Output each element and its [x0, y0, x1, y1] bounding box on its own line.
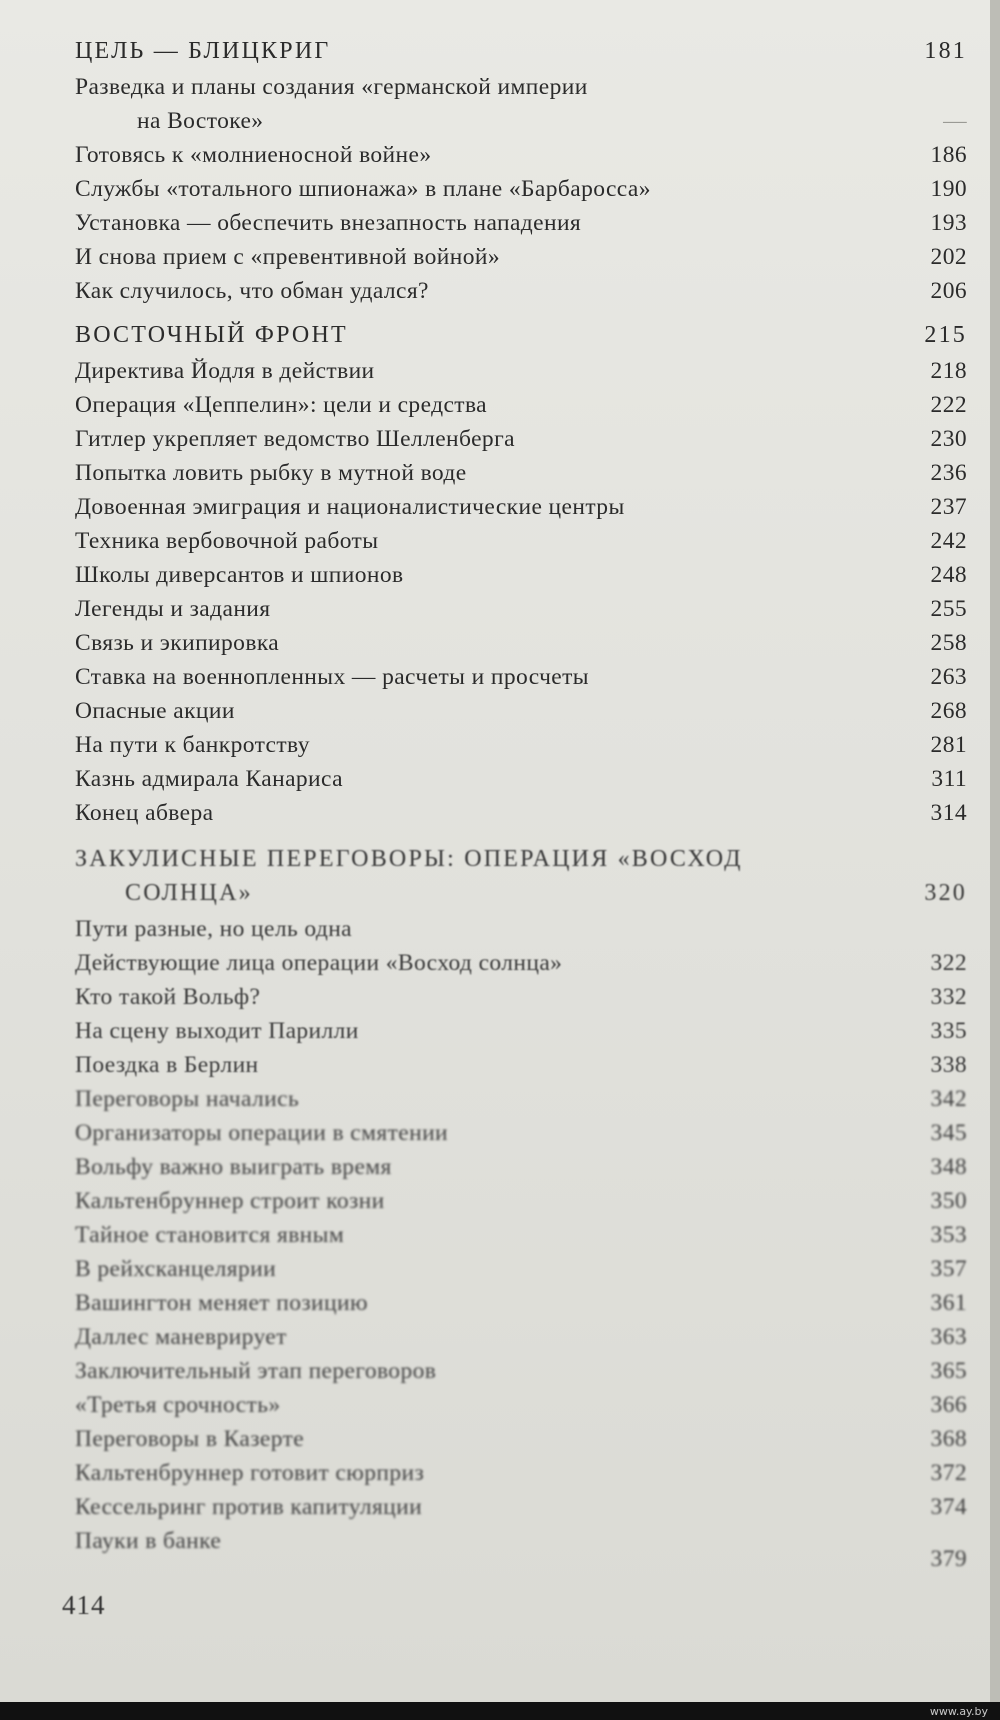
toc-entry	[75, 912, 975, 946]
entry-title: Пути разные, но цель одна	[75, 916, 353, 942]
entry-title: Заключительный этап переговоров	[75, 1358, 437, 1384]
toc-entry	[75, 626, 975, 660]
entry-page: 242	[930, 528, 967, 554]
entry-title: «Третья срочность»	[75, 1392, 281, 1418]
toc-entry	[75, 592, 975, 626]
entry-title: В рейхсканцелярии	[75, 1256, 277, 1282]
page-edge	[990, 0, 1000, 1720]
entry-page: 190	[930, 176, 967, 202]
section-title: ЗАКУЛИСНЫЕ ПЕРЕГОВОРЫ: ОПЕРАЦИЯ «ВОСХОД	[75, 846, 743, 872]
entry-title: Легенды и задания	[75, 596, 271, 622]
entry-page: 236	[930, 460, 967, 486]
entry-title: Службы «тотального шпионажа» в плане «Барбаросса»	[75, 176, 651, 202]
entry-title: Организаторы операции в смятении	[75, 1120, 449, 1146]
entry-page: 193	[930, 210, 967, 236]
entry-title: И снова прием с «превентивной войной»	[75, 244, 500, 270]
toc-entry	[75, 1456, 975, 1490]
entry-title: Вашингтон меняет позицию	[75, 1290, 368, 1316]
entry-title: Как случилось, что обман удался?	[75, 278, 429, 304]
entry-page: 361	[930, 1290, 967, 1316]
entry-title: Казнь адмирала Канариса	[75, 766, 343, 792]
entry-title: На пути к банкротству	[75, 732, 310, 758]
entry-title: Переговоры в Казерте	[75, 1426, 305, 1452]
entry-page: 268	[930, 698, 967, 724]
entry-title: Тайное становится явным	[75, 1222, 345, 1248]
entry-title: Кессельринг против капитуляции	[75, 1494, 423, 1520]
entry-page: 258	[930, 630, 967, 656]
toc-entry	[75, 456, 975, 490]
toc-entry	[75, 1116, 975, 1150]
entry-page: 342	[930, 1086, 967, 1112]
entry-page: 353	[930, 1222, 967, 1248]
entry-title: Довоенная эмиграция и националистические центры	[75, 494, 625, 520]
section-page: 320	[924, 880, 967, 906]
toc-entry	[75, 1184, 975, 1218]
toc-entry	[75, 946, 975, 980]
entry-page: 350	[930, 1188, 967, 1214]
entry-title: Действующие лица операции «Восход солнца»	[75, 950, 563, 976]
entry-title: Разведка и планы создания «германской империи	[75, 74, 588, 100]
toc-entry	[75, 1354, 975, 1388]
entry-page: 222	[930, 392, 967, 418]
entry-title: Опасные акции	[75, 698, 235, 724]
entry-title: Директива Йодля в действии	[75, 358, 375, 384]
entry-title: Техника вербовочной работы	[75, 528, 379, 554]
entry-page: 335	[930, 1018, 967, 1044]
entry-title: На сцену выходит Парилли	[75, 1018, 359, 1044]
toc-entry	[75, 138, 975, 172]
entry-page: 248	[930, 562, 967, 588]
entry-title-continued: на Востоке»	[137, 108, 264, 134]
toc-entry	[75, 274, 975, 308]
toc-entry	[75, 172, 975, 206]
toc-entry	[75, 1286, 975, 1320]
section-title: ЦЕЛЬ — БЛИЦКРИГ	[75, 38, 331, 64]
entry-page: 363	[930, 1324, 967, 1350]
section-page: 181	[924, 38, 967, 64]
toc-entry	[75, 1014, 975, 1048]
section-title: ВОСТОЧНЫЙ ФРОНТ	[75, 322, 348, 348]
toc-entry	[75, 762, 975, 796]
entry-page: 311	[931, 766, 967, 792]
toc-entry	[75, 1150, 975, 1184]
toc-entry	[75, 240, 975, 274]
entry-page: 357	[930, 1256, 967, 1282]
entry-page: 322	[930, 950, 967, 976]
entry-page: 348	[930, 1154, 967, 1180]
section-page: 215	[924, 322, 967, 348]
entry-page: 368	[930, 1426, 967, 1452]
toc-entry	[75, 1422, 975, 1456]
page-number: 414	[62, 1590, 106, 1620]
entry-title: Гитлер укрепляет ведомство Шелленберга	[75, 426, 515, 452]
entry-title: Вольфу важно выиграть время	[75, 1154, 392, 1180]
toc-entry	[75, 660, 975, 694]
toc-entry	[75, 796, 975, 830]
entry-page: 237	[930, 494, 967, 520]
entry-page: 338	[930, 1052, 967, 1078]
toc-entry	[75, 694, 975, 728]
toc-entry	[75, 490, 975, 524]
entry-page: 263	[930, 664, 967, 690]
entry-page: —	[943, 108, 967, 134]
toc-entry	[75, 1218, 975, 1252]
entry-page: 345	[930, 1120, 967, 1146]
entry-title: Кальтенбруннер строит козни	[75, 1188, 385, 1214]
entry-page: 314	[930, 800, 967, 826]
table-of-contents	[75, 28, 975, 1576]
entry-title: Пауки в банке	[75, 1528, 222, 1554]
entry-title: Переговоры начались	[75, 1086, 300, 1112]
entry-page: 206	[930, 278, 967, 304]
entry-page: 365	[930, 1358, 967, 1384]
toc-entry	[75, 728, 975, 762]
scan-bottom-edge	[0, 1702, 1000, 1720]
toc-entry	[75, 1048, 975, 1082]
entry-title: Кто такой Вольф?	[75, 984, 261, 1010]
toc-entry	[75, 1320, 975, 1354]
entry-title: Установка — обеспечить внезапность нападения	[75, 210, 582, 236]
entry-title: Ставка на военнопленных — расчеты и просчеты	[75, 664, 589, 690]
toc-entry	[75, 388, 975, 422]
toc-entry	[75, 70, 975, 138]
entry-title: Готовясь к «молниеносной войне»	[75, 142, 432, 168]
entry-title: Попытка ловить рыбку в мутной воде	[75, 460, 467, 486]
entry-page: 255	[930, 596, 967, 622]
entry-title: Связь и экипировка	[75, 630, 280, 656]
toc-entry	[75, 558, 975, 592]
entry-page: 332	[930, 984, 967, 1010]
section-heading	[75, 842, 975, 910]
toc-entry	[75, 524, 975, 558]
toc-entry	[75, 1524, 975, 1576]
entry-page: 202	[930, 244, 967, 270]
toc-entry	[75, 354, 975, 388]
toc-entry	[75, 1252, 975, 1286]
entry-page: 379	[930, 1546, 967, 1572]
toc-entry	[75, 1388, 975, 1422]
toc-entry	[75, 422, 975, 456]
entry-page: 230	[930, 426, 967, 452]
toc-entry	[75, 1490, 975, 1524]
watermark: www.ay.by	[929, 1705, 988, 1718]
entry-title: Поездка в Берлин	[75, 1052, 259, 1078]
entry-page: 372	[930, 1460, 967, 1486]
toc-entry	[75, 206, 975, 240]
toc-entry	[75, 980, 975, 1014]
entry-title: Операция «Цеппелин»: цели и средства	[75, 392, 487, 418]
entry-title: Даллес маневрирует	[75, 1324, 287, 1350]
entry-page: 366	[930, 1392, 967, 1418]
entry-title: Школы диверсантов и шпионов	[75, 562, 404, 588]
entry-title: Кальтенбруннер готовит сюрприз	[75, 1460, 425, 1486]
entry-page: 374	[930, 1494, 967, 1520]
toc-entry	[75, 1082, 975, 1116]
entry-title: Конец абвера	[75, 800, 214, 826]
entry-page: 186	[930, 142, 967, 168]
section-heading	[75, 318, 975, 352]
section-title-continued: СОЛНЦА»	[125, 880, 253, 906]
entry-page: 281	[930, 732, 967, 758]
entry-page: 218	[930, 358, 967, 384]
section-heading	[75, 34, 975, 68]
